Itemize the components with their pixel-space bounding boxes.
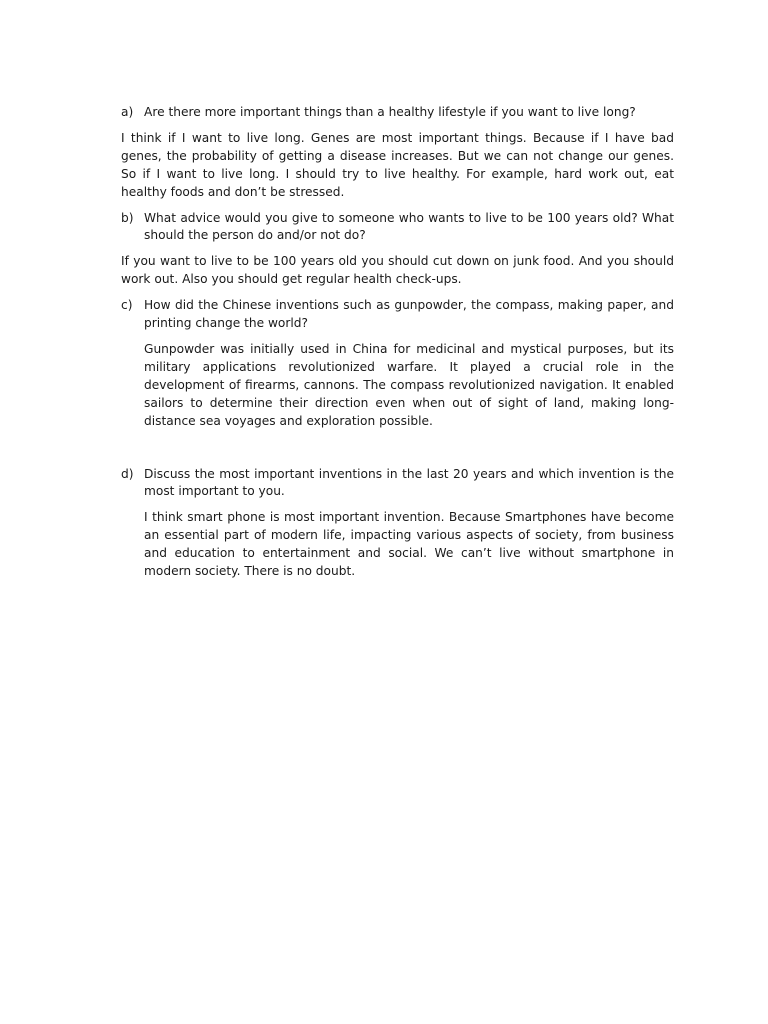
question-marker: a) — [121, 105, 134, 119]
question-text: What advice would you give to someone who wants to live to be 100 years old? What should the person do and/or not do? — [144, 210, 674, 243]
question-b — [121, 210, 674, 246]
question-marker: c) — [121, 298, 133, 313]
question-marker: d) — [121, 466, 134, 481]
section-spacer — [121, 439, 674, 466]
question-a — [121, 104, 674, 122]
question-text: Discuss the most important inventions in the last 20 years and which invention is the most important to you. — [144, 466, 674, 499]
answer-a: I think if I want to live long. Genes are most important things. Because if I have bad genes, the probability of getting a disease increases. But we can not change our genes. So if I want to live long. I should try to live healthy. For example, hard work out, eat healthy foods and don’t be stressed. — [121, 130, 674, 199]
answer-c: Gunpowder was initially used in China for medicinal and mystical purposes, but its military applications revolutionized warfare. It played a crucial role in the development of firearms, cannons. The compass revolutionized navigation. It enabled sailors to determine their direction even when out of sight of land, making long-distance sea voyages and exploration possible. — [144, 341, 674, 428]
question-text: Are there more important things than a healthy lifestyle if you want to live long? — [144, 105, 636, 119]
answer-d: I think smart phone is most important invention. Because Smartphones have become an essential part of modern life, impacting various aspects of society, from business and education to entertainment and social. We can’t live without smartphone in modern society. There is no doubt. — [144, 510, 674, 579]
question-text: How did the Chinese inventions such as gunpowder, the compass, making paper, and printing change the world? — [144, 298, 674, 331]
question-marker: b) — [121, 210, 134, 225]
answer-b: If you want to live to be 100 years old you should cut down on junk food. And you should work out. Also you should get regular health check-ups. — [121, 254, 674, 287]
document-page — [121, 104, 674, 589]
question-c — [121, 297, 674, 333]
question-d — [121, 466, 674, 502]
